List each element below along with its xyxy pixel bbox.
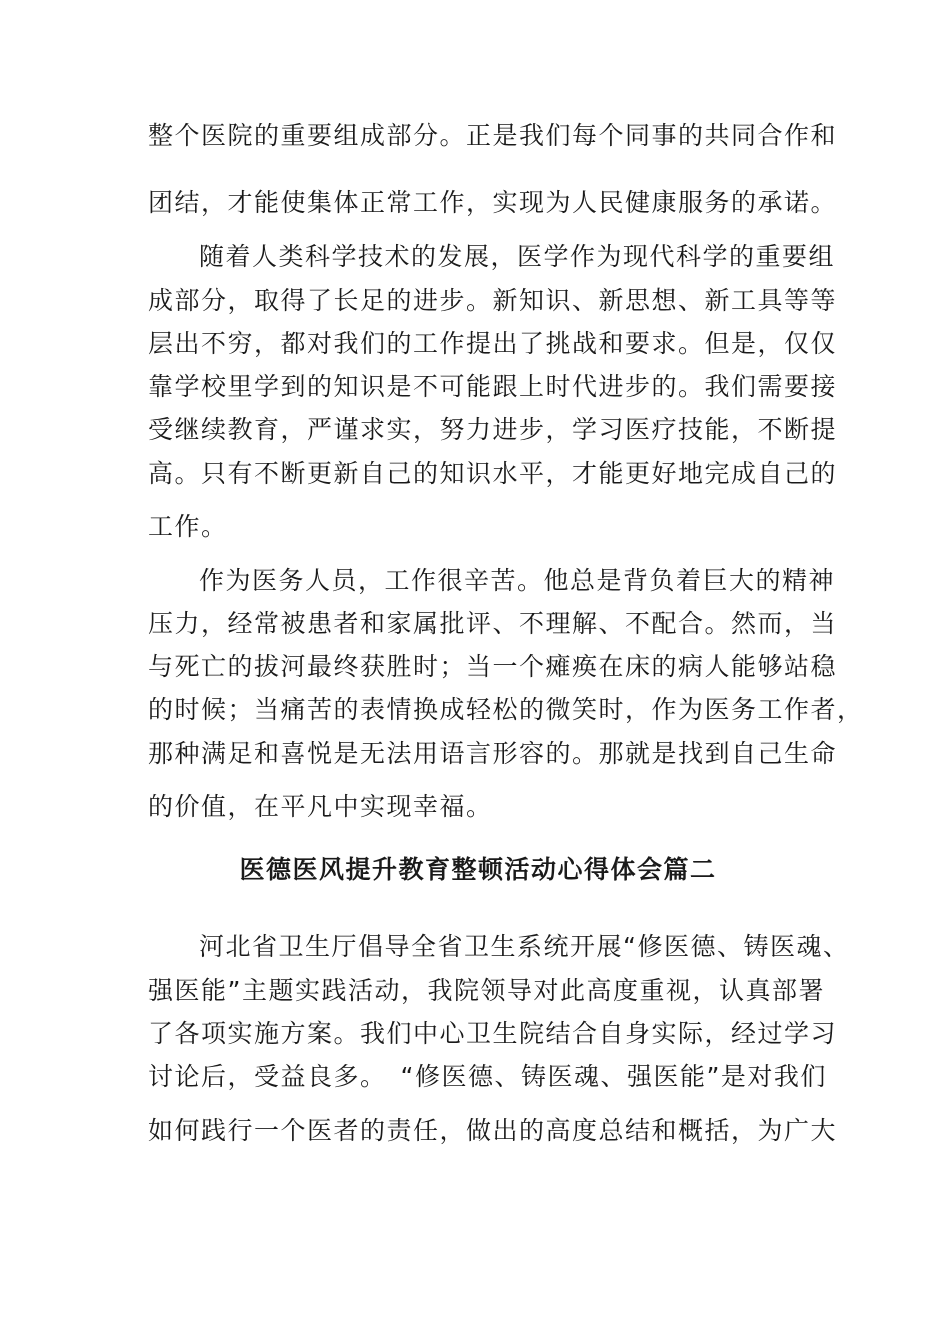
section-title: 医德医风提升教育整顿活动心得体会篇二 xyxy=(239,855,717,884)
paragraph-line: 河北省卫生厅倡导全省卫生系统开展“修医德、铸医魂、 xyxy=(199,932,850,961)
paragraph-line: 整个医院的重要组成部分。正是我们每个同事的共同合作和 xyxy=(148,121,838,150)
paragraph-line: 随着人类科学技术的发展，医学作为现代科学的重要组 xyxy=(199,242,836,271)
paragraph-line: 工作。 xyxy=(148,512,228,541)
paragraph-line: 层出不穷，都对我们的工作提出了挑战和要求。但是，仅仅 xyxy=(148,329,838,358)
paragraph-line: 与死亡的拔河最终获胜时；当一个瘫痪在床的病人能够站稳 xyxy=(148,652,838,681)
paragraph-line: 作为医务人员，工作很辛苦。他总是背负着巨大的精神 xyxy=(199,566,836,595)
paragraph-line: 成部分，取得了长足的进步。新知识、新思想、新工具等等 xyxy=(148,286,838,315)
paragraph-line: 靠学校里学到的知识是不可能跟上时代进步的。我们需要接 xyxy=(148,372,838,401)
paragraph-line: 团结，才能使集体正常工作，实现为人民健康服务的承诺。 xyxy=(148,188,838,217)
paragraph-line: 受继续教育，严谨求实，努力进步，学习医疗技能，不断提 xyxy=(148,415,838,444)
paragraph-line: 那种满足和喜悦是无法用语言形容的。那就是找到自己生命 xyxy=(148,739,838,768)
paragraph-line: 强医能”主题实践活动，我院领导对此高度重视，认真部署 xyxy=(148,976,825,1005)
paragraph-line: 压力，经常被患者和家属批评、不理解、不配合。然而，当 xyxy=(148,609,838,638)
paragraph-line: 的时候；当痛苦的表情换成轻松的微笑时，作为医务工作者， xyxy=(148,695,864,724)
paragraph-line: 高。只有不断更新自己的知识水平，才能更好地完成自己的 xyxy=(148,459,838,488)
paragraph-line: 了各项实施方案。我们中心卫生院结合自身实际，经过学习 xyxy=(148,1019,838,1048)
paragraph-line: 讨论后，受益良多。 “修医德、铸医魂、强医能”是对我们 xyxy=(148,1062,827,1091)
paragraph-line: 的价值，在平凡中实现幸福。 xyxy=(148,792,493,821)
paragraph-line: 如何践行一个医者的责任，做出的高度总结和概括，为广大 xyxy=(148,1116,838,1145)
